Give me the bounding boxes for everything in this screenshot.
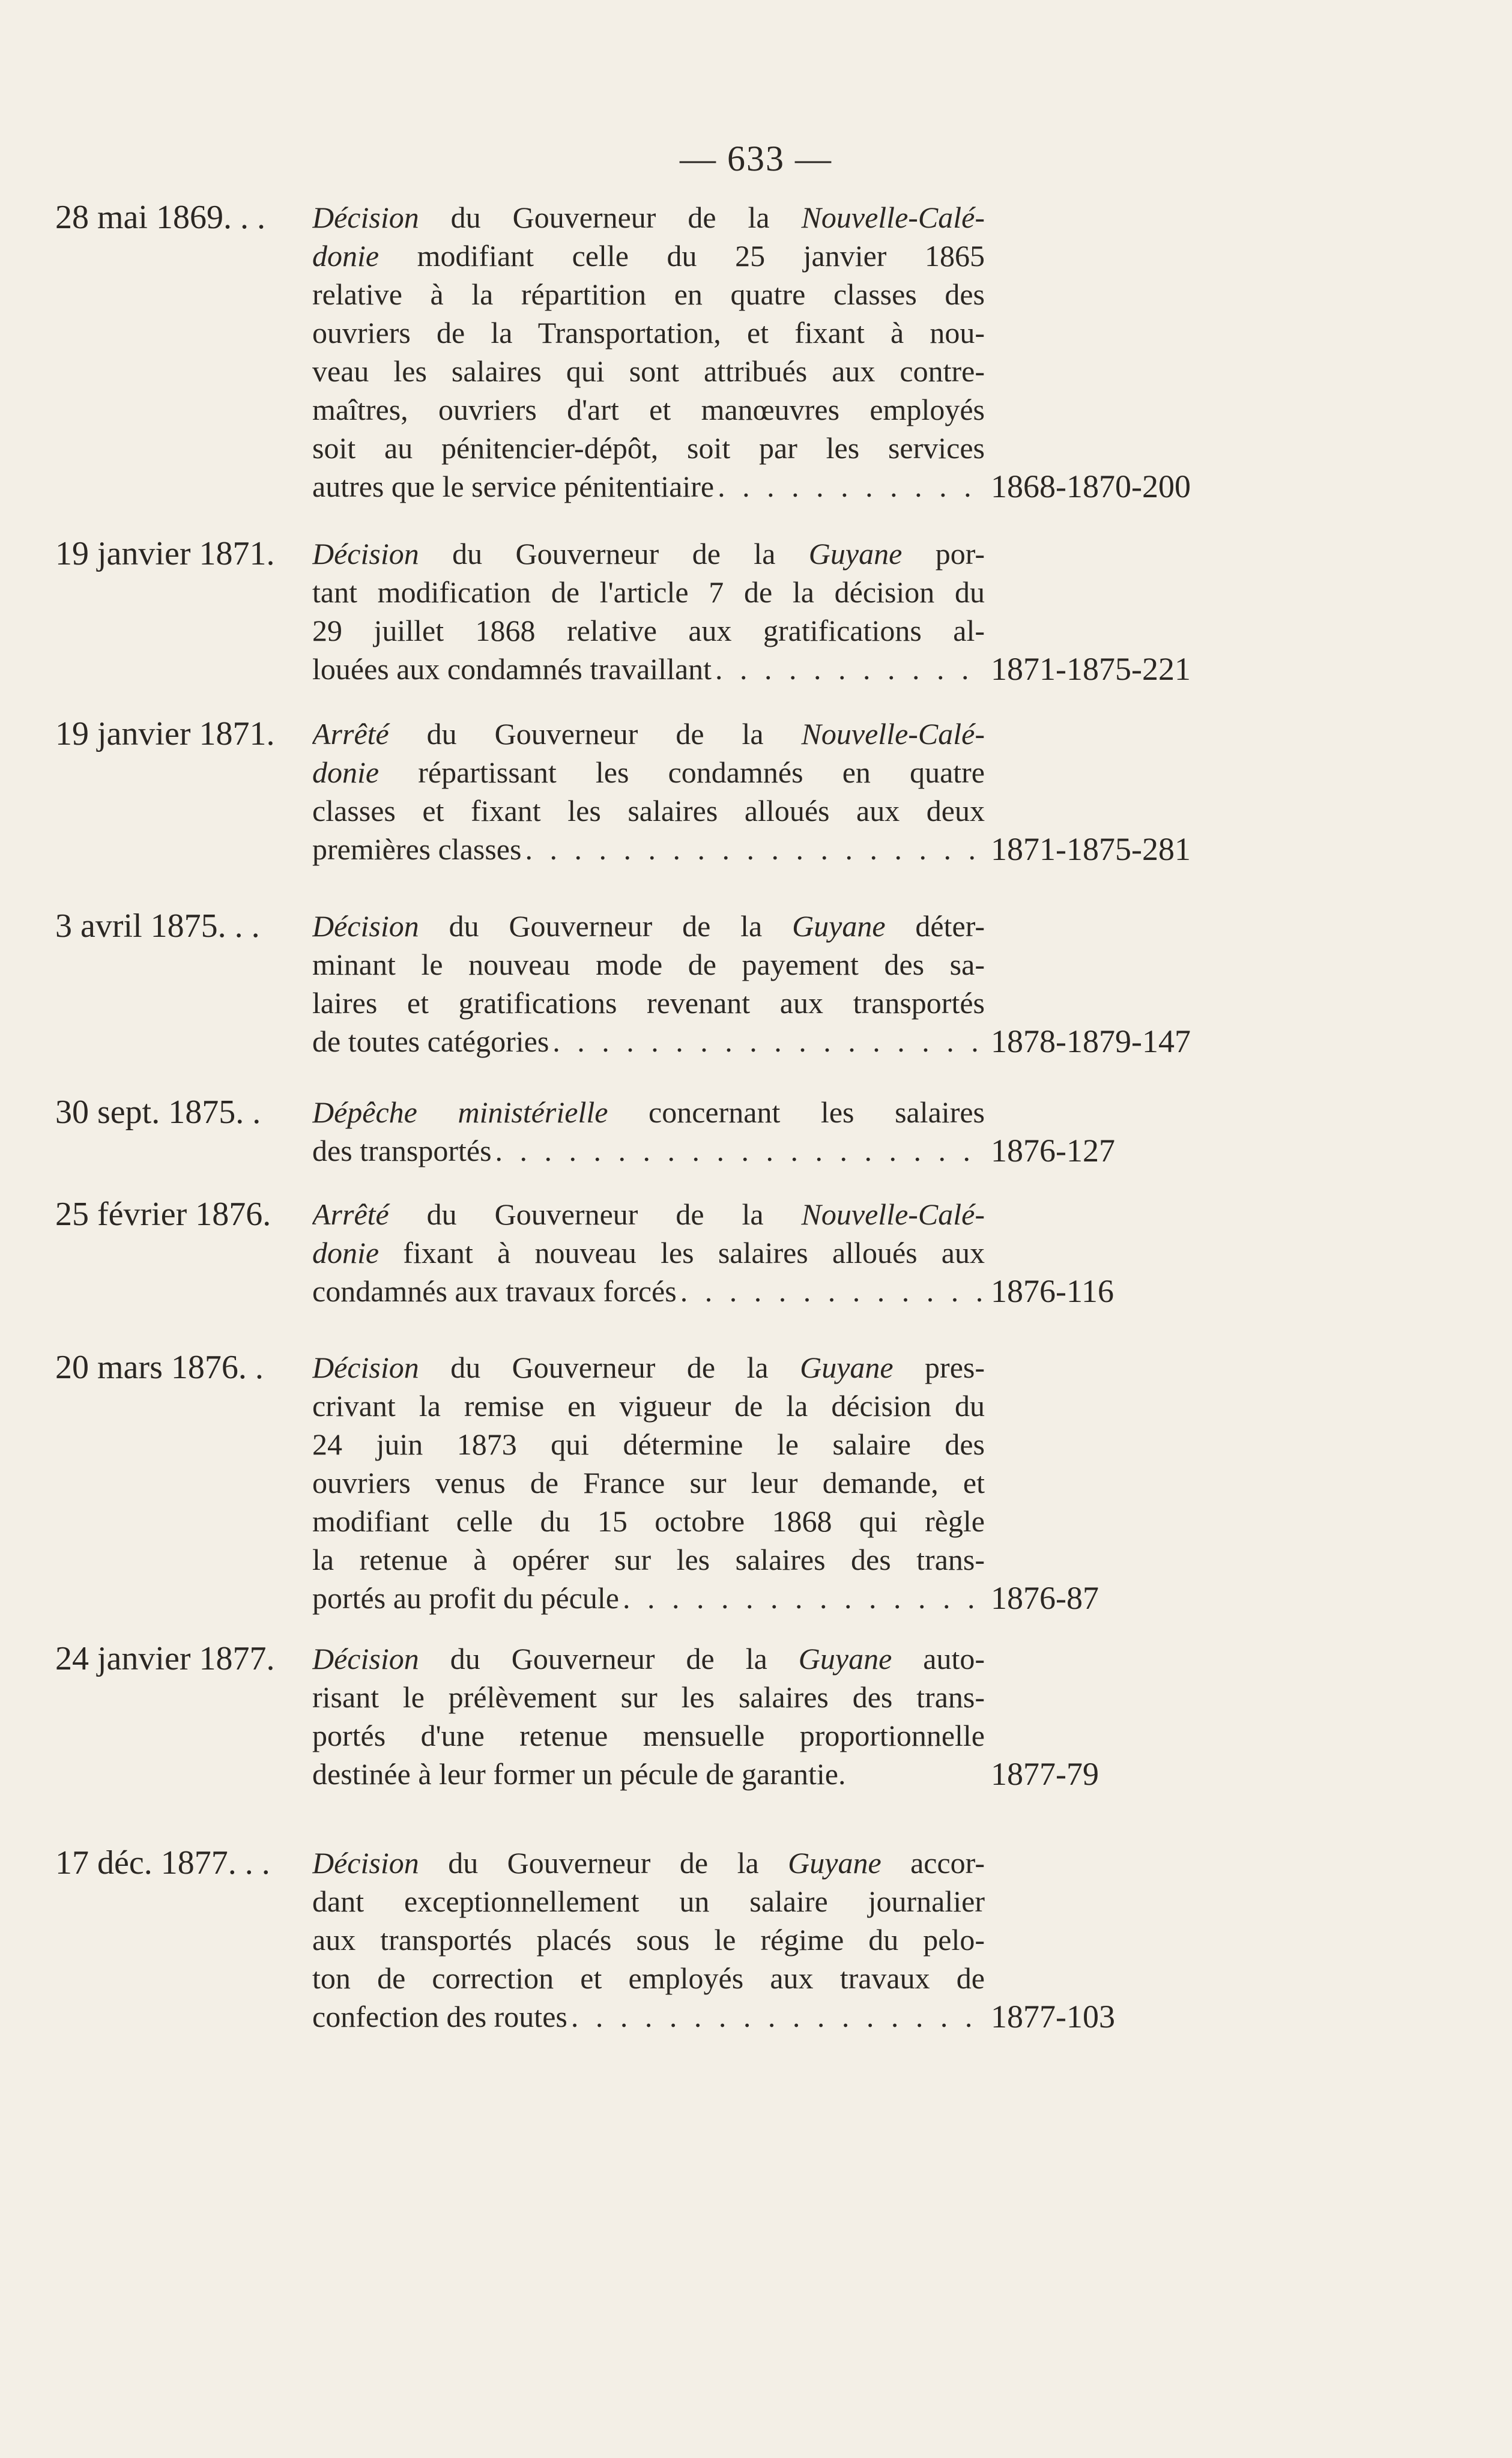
- entry-date: 24 janvier 1877.: [55, 1640, 275, 1677]
- text-fragment: Arrêté: [312, 717, 389, 751]
- entry-line: [312, 573, 985, 611]
- text-fragment: du Gouverneur de la: [419, 1846, 788, 1880]
- text-fragment: Nouvelle-Calé-: [801, 1197, 985, 1231]
- entry-line-text: [312, 1846, 985, 1880]
- text-fragment: ton de correction et employés aux travaux de: [312, 1961, 985, 1995]
- entry-date: 20 mars 1876. .: [55, 1349, 264, 1386]
- entry-line: [312, 753, 985, 792]
- entry-line-text: [312, 986, 985, 1020]
- text-fragment: auto-: [892, 1642, 985, 1675]
- entry-description: [312, 715, 985, 868]
- text-fragment: Guyane: [808, 537, 903, 571]
- entry-line: [312, 1502, 985, 1540]
- text-fragment: soit au pénitencier-dépôt, soit par les services: [312, 431, 985, 465]
- text-fragment: tant modification de l'article 7 de la décision du: [312, 575, 985, 609]
- text-fragment: classes et fixant les salaires alloués aux deux: [312, 794, 985, 828]
- entry-line-text: [312, 755, 985, 789]
- text-fragment: accor-: [881, 1846, 985, 1880]
- text-fragment: Décision: [312, 201, 419, 234]
- entry: [0, 198, 1512, 504]
- leader-dots: [677, 1272, 985, 1310]
- text-fragment: concernant les salaires: [608, 1095, 985, 1129]
- text-fragment: Décision: [312, 537, 419, 571]
- entry-line-text: [312, 1680, 985, 1714]
- entry-line-text: [312, 948, 985, 981]
- entry-line: [312, 1678, 985, 1716]
- entry-date: 28 mai 1869. . .: [55, 199, 265, 236]
- text-fragment: modifiant celle du 25 janvier 1865: [379, 239, 985, 273]
- leader-dots: [521, 830, 985, 868]
- text-fragment: Nouvelle-Calé-: [801, 201, 985, 234]
- entry-description: [312, 907, 985, 1061]
- entry-line: [312, 1195, 985, 1234]
- entry-line: [312, 1921, 985, 1959]
- text-fragment: du Gouverneur de la: [419, 1642, 799, 1675]
- entry-line: [312, 1716, 985, 1755]
- text-fragment: por-: [902, 537, 985, 571]
- entry-line: [312, 945, 985, 984]
- entry-line: [312, 313, 985, 352]
- entry-line: [312, 1997, 985, 2036]
- text-fragment: donie: [312, 755, 380, 789]
- entry-line: [312, 1272, 985, 1310]
- entry-description: [312, 1195, 985, 1310]
- text-fragment: ouvriers venus de France sur leur demande, et: [312, 1466, 985, 1500]
- text-fragment: relative à la répartition en quatre classes des: [312, 277, 985, 311]
- entry-line: [312, 1131, 985, 1170]
- entry-line-text: [312, 717, 985, 751]
- text-fragment: du Gouverneur de la: [389, 1197, 802, 1231]
- entry-description: [312, 1844, 985, 2036]
- entry-line-text: [312, 1427, 985, 1461]
- text-fragment: du Gouverneur de la: [389, 717, 802, 751]
- text-fragment: Nouvelle-Calé-: [801, 717, 985, 751]
- entry-line-text: [312, 201, 985, 234]
- text-fragment: louées aux condamnés travaillant: [312, 652, 712, 686]
- entry-reference: 1877-103: [991, 1999, 1115, 2035]
- text-fragment: Décision: [312, 1642, 419, 1675]
- entry-line-text: [312, 1022, 549, 1061]
- text-fragment: déter-: [885, 909, 985, 943]
- text-fragment: risant le prélèvement sur les salaires des trans-: [312, 1680, 985, 1714]
- text-fragment: aux transportés placés sous le régime du pelo-: [312, 1923, 985, 1957]
- entry-line: [312, 1844, 985, 1882]
- entry-line-text: [312, 1131, 492, 1170]
- text-fragment: minant le nouveau mode de payement des sa-: [312, 948, 985, 981]
- leader-dots: [619, 1579, 985, 1617]
- text-fragment: condamnés aux travaux forcés: [312, 1274, 677, 1308]
- entry-line-text: [312, 1579, 619, 1617]
- entry-line-text: [312, 1961, 985, 1995]
- entry-reference: 1876-87: [991, 1580, 1099, 1616]
- text-fragment: veau les salaires qui sont attribués aux contre-: [312, 354, 985, 388]
- entry-line-text: [312, 1997, 567, 2036]
- text-fragment: laires et gratifications revenant aux transportés: [312, 986, 985, 1020]
- text-fragment: ouvriers de la Transportation, et fixant à nou-: [312, 316, 985, 350]
- entry-line: [312, 1348, 985, 1387]
- entry-description: [312, 534, 985, 688]
- entry-description: [312, 198, 985, 506]
- leader-dots: [567, 1997, 985, 2036]
- text-fragment: répartissant les condamnés en quatre: [379, 755, 985, 789]
- entry-line: [312, 611, 985, 650]
- entry-line-text: [312, 1197, 985, 1231]
- text-fragment: du Gouverneur de la: [419, 537, 809, 571]
- entry: [0, 534, 1512, 715]
- text-fragment: crivant la remise en vigueur de la décision du: [312, 1389, 985, 1423]
- entry-reference: 1878-1879-147: [991, 1023, 1191, 1059]
- entry-line-text: [312, 277, 985, 311]
- text-fragment: fixant à nouveau les salaires alloués aux: [379, 1236, 985, 1270]
- entry: [0, 907, 1512, 1087]
- text-fragment: 24 juin 1873 qui détermine le salaire des: [312, 1427, 985, 1461]
- entry-line: [312, 792, 985, 830]
- entry-line-text: [312, 575, 985, 609]
- entry-line-text: [312, 316, 985, 350]
- text-fragment: du Gouverneur de la: [419, 1351, 800, 1384]
- entry-line: [312, 1464, 985, 1502]
- page-number: — 633 —: [680, 139, 832, 178]
- entry-line-text: [312, 393, 985, 426]
- entry-line-text: [312, 1719, 985, 1752]
- entry: [0, 1348, 1512, 1616]
- entry-reference: 1868-1870-200: [991, 468, 1191, 504]
- entry-line-text: [312, 1543, 985, 1576]
- text-fragment: destinée à leur former un pécule de garantie.: [312, 1757, 846, 1791]
- entry-line: [312, 534, 985, 573]
- text-fragment: autres que le service pénitentiaire: [312, 470, 715, 503]
- entry-line: [312, 352, 985, 390]
- entry-line-text: [312, 1351, 985, 1384]
- entry-description: [312, 1348, 985, 1617]
- entry-line-text: [312, 1389, 985, 1423]
- entry-description: [312, 1093, 985, 1170]
- entry-reference: 1876-116: [991, 1273, 1114, 1309]
- entry-line: [312, 1755, 985, 1793]
- entry-line: [312, 467, 985, 506]
- leader-dots: [492, 1131, 985, 1170]
- entry-line-text: [312, 794, 985, 828]
- entry-line-text: [312, 431, 985, 465]
- entry-line-text: [312, 614, 985, 647]
- entry-reference: 1871-1875-221: [991, 651, 1191, 687]
- entry-line: [312, 1234, 985, 1272]
- entry-line-text: [312, 354, 985, 388]
- text-fragment: des transportés: [312, 1134, 492, 1167]
- text-fragment: du Gouverneur de la: [419, 909, 793, 943]
- leader-dots: [712, 650, 985, 688]
- entry-line: [312, 1882, 985, 1921]
- entry-line-text: [312, 650, 712, 688]
- text-fragment: Décision: [312, 909, 419, 943]
- entry-line: [312, 390, 985, 429]
- text-fragment: pres-: [893, 1351, 985, 1384]
- entry-line: [312, 984, 985, 1022]
- entry-reference: 1877-79: [991, 1756, 1099, 1792]
- text-fragment: premières classes: [312, 832, 522, 866]
- entry-line-text: [312, 1923, 985, 1957]
- entry-date: 19 janvier 1871.: [55, 715, 275, 752]
- entry-line-text: [312, 1884, 985, 1918]
- entry-line-text: [312, 1272, 677, 1310]
- entry-line-text: [312, 537, 985, 571]
- entry: [0, 715, 1512, 895]
- text-fragment: portés au profit du pécule: [312, 1581, 619, 1615]
- text-fragment: de toutes catégories: [312, 1025, 549, 1058]
- text-fragment: confection des routes: [312, 2000, 567, 2033]
- entry-line: [312, 1959, 985, 1997]
- entry-line: [312, 429, 985, 467]
- entry-line: [312, 1022, 985, 1061]
- entry-line-text: [312, 1642, 985, 1675]
- text-fragment: dant exceptionnellement un salaire journalier: [312, 1884, 985, 1918]
- text-fragment: 29 juillet 1868 relative aux gratifications al-: [312, 614, 985, 647]
- entry-line-text: [312, 1466, 985, 1500]
- entry-line-text: [312, 909, 985, 943]
- entry-line: [312, 907, 985, 945]
- entry-line-text: [312, 830, 521, 868]
- leader-dots: [714, 467, 985, 506]
- text-fragment: Dépêche ministérielle: [312, 1095, 608, 1129]
- entry-date: 3 avril 1875. . .: [55, 907, 260, 945]
- entry-line: [312, 237, 985, 275]
- entry-date: 30 sept. 1875. .: [55, 1094, 261, 1131]
- entry-date: 19 janvier 1871.: [55, 535, 275, 572]
- entry: [0, 1639, 1512, 1820]
- text-fragment: maîtres, ouvriers d'art et manœuvres employés: [312, 393, 985, 426]
- text-fragment: Guyane: [792, 909, 886, 943]
- entry-line: [312, 198, 985, 237]
- entry: [0, 1844, 1512, 2035]
- entry-line-text: [312, 1095, 985, 1129]
- entry-line: [312, 1540, 985, 1579]
- entry-reference: 1871-1875-281: [991, 831, 1191, 867]
- entry-date: 17 déc. 1877. . .: [55, 1844, 270, 1881]
- entry-line: [312, 1093, 985, 1131]
- text-fragment: Décision: [312, 1846, 419, 1880]
- text-fragment: Guyane: [800, 1351, 894, 1384]
- text-fragment: Guyane: [788, 1846, 881, 1880]
- entry-line: [312, 1579, 985, 1617]
- entry-description: [312, 1639, 985, 1793]
- text-fragment: donie: [312, 1236, 380, 1270]
- entry-line-text: [312, 1236, 985, 1270]
- entry-line-text: [312, 1757, 845, 1791]
- entry-line-text: [312, 239, 985, 273]
- text-fragment: Décision: [312, 1351, 419, 1384]
- entry-line: [312, 275, 985, 313]
- entry-line-text: [312, 467, 714, 506]
- entry-line: [312, 650, 985, 688]
- entry-line: [312, 830, 985, 868]
- entry-line: [312, 715, 985, 753]
- entry-reference: 1876-127: [991, 1133, 1115, 1169]
- entry-line: [312, 1639, 985, 1678]
- text-fragment: modifiant celle du 15 octobre 1868 qui règle: [312, 1504, 985, 1538]
- entry-date: 25 février 1876.: [55, 1196, 271, 1233]
- text-fragment: donie: [312, 239, 380, 273]
- leader-dots: [549, 1022, 985, 1061]
- text-fragment: Guyane: [798, 1642, 892, 1675]
- text-fragment: Arrêté: [312, 1197, 389, 1231]
- text-fragment: la retenue à opérer sur les salaires des trans-: [312, 1543, 985, 1576]
- text-fragment: du Gouverneur de la: [419, 201, 802, 234]
- entry-line-text: [312, 1504, 985, 1538]
- text-fragment: portés d'une retenue mensuelle proportionnelle: [312, 1719, 985, 1752]
- entry-line: [312, 1425, 985, 1464]
- entry-line: [312, 1387, 985, 1425]
